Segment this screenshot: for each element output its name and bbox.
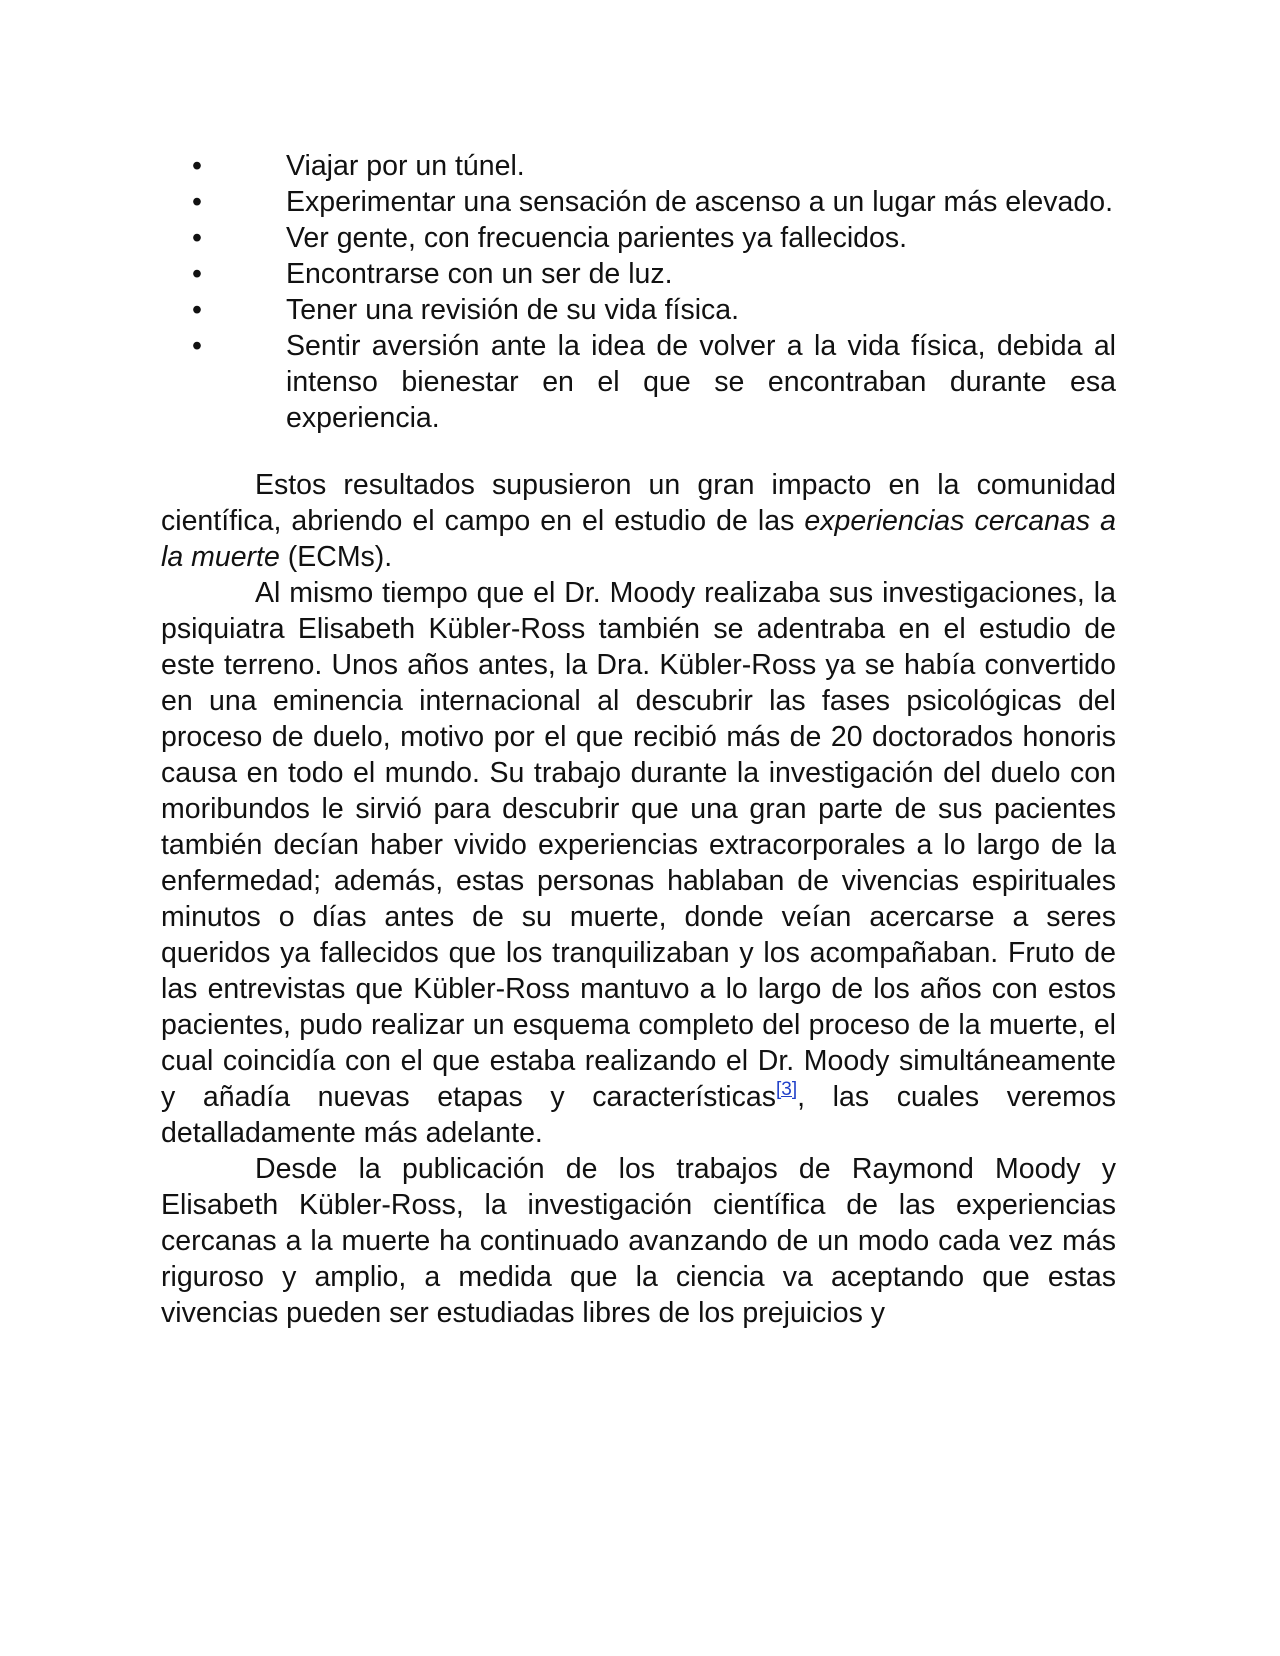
paragraph-research-continues bbox=[161, 1151, 1116, 1331]
bullet-icon: • bbox=[192, 222, 202, 254]
paragraph-text: , las cuales veremos detalladamente más adelante. bbox=[161, 1081, 1116, 1149]
bullet-icon: • bbox=[192, 330, 202, 362]
list-item-text: Sentir aversión ante la idea de volver a la vida física, debida al intenso bienestar en el que se encontraban durante esa experiencia. bbox=[286, 330, 1116, 434]
bullet-icon: • bbox=[192, 294, 202, 326]
footnote-ref bbox=[776, 1079, 797, 1100]
bullet-icon: • bbox=[192, 150, 202, 182]
document-page bbox=[161, 148, 1116, 1331]
list-item-text: Tener una revisión de su vida física. bbox=[286, 294, 740, 326]
list-item-text: Experimentar una sensación de ascenso a un lugar más elevado. bbox=[286, 186, 1114, 218]
bullet-list bbox=[161, 148, 1116, 436]
footnote-link[interactable]: [3] bbox=[775, 1079, 798, 1100]
list-item-text: Ver gente, con frecuencia parientes ya fallecidos. bbox=[286, 222, 908, 254]
bullet-icon: • bbox=[192, 258, 202, 290]
paragraph-text: Desde la publicación de los trabajos de Raymond Moody y Elisabeth Kübler-Ross, la investigación científica de las experiencias cercanas a la muerte ha continuado avanzando de un modo cada vez más riguroso y amplio, a medida que la ciencia va aceptando que estas vivencias pueden ser estudiadas libres de los prejuicios y bbox=[161, 1153, 1116, 1329]
bullet-icon: • bbox=[192, 186, 202, 218]
list-item-text: Viajar por un túnel. bbox=[286, 150, 525, 182]
list-item bbox=[161, 292, 1116, 328]
list-item bbox=[161, 220, 1116, 256]
italic-term: experiencias cercanas a la muerte bbox=[161, 505, 1117, 573]
paragraph-kubler-ross bbox=[161, 575, 1116, 1151]
list-item bbox=[161, 328, 1116, 436]
list-item bbox=[161, 148, 1116, 184]
paragraph-text: (ECMs). bbox=[279, 541, 393, 573]
list-item bbox=[161, 184, 1116, 220]
list-spacer bbox=[161, 436, 1116, 467]
list-item bbox=[161, 256, 1116, 292]
paragraph-text: Estos resultados supusieron un gran impacto en la comunidad científica, abriendo el campo en el estudio de las bbox=[161, 469, 1116, 537]
paragraph-ecm-impact bbox=[161, 467, 1116, 575]
paragraph-text: Al mismo tiempo que el Dr. Moody realizaba sus investigaciones, la psiquiatra Elisabeth Kübler-Ross también se adentraba en el estudio de este terreno. Unos años antes, la Dra. Kübler-Ross ya se había convertido en una eminencia internacional al descubrir las fases psicológicas del proceso de duelo, motivo por el que recibió más de 20 doctorados honoris causa en todo el mundo. Su trabajo durante la investigación del duelo con moribundos le sirvió para descubrir que una gran parte de sus pacientes también decían haber vivido experiencias extracorporales a lo largo de la enfermedad; además, estas personas hablaban de vivencias espirituales minutos o días antes de su muerte, donde veían acercarse a seres queridos ya fallecidos que los tranquilizaban y los acompañaban. Fruto de las entrevistas que Kübler-Ross mantuvo a lo largo de los años con estos pacientes, pudo realizar un esquema completo del proceso de la muerte, el cual coincidía con el que estaba realizando el Dr. Moody simultáneamente y añadía nuevas etapas y características bbox=[161, 577, 1116, 1113]
list-item-text: Encontrarse con un ser de luz. bbox=[286, 258, 673, 290]
